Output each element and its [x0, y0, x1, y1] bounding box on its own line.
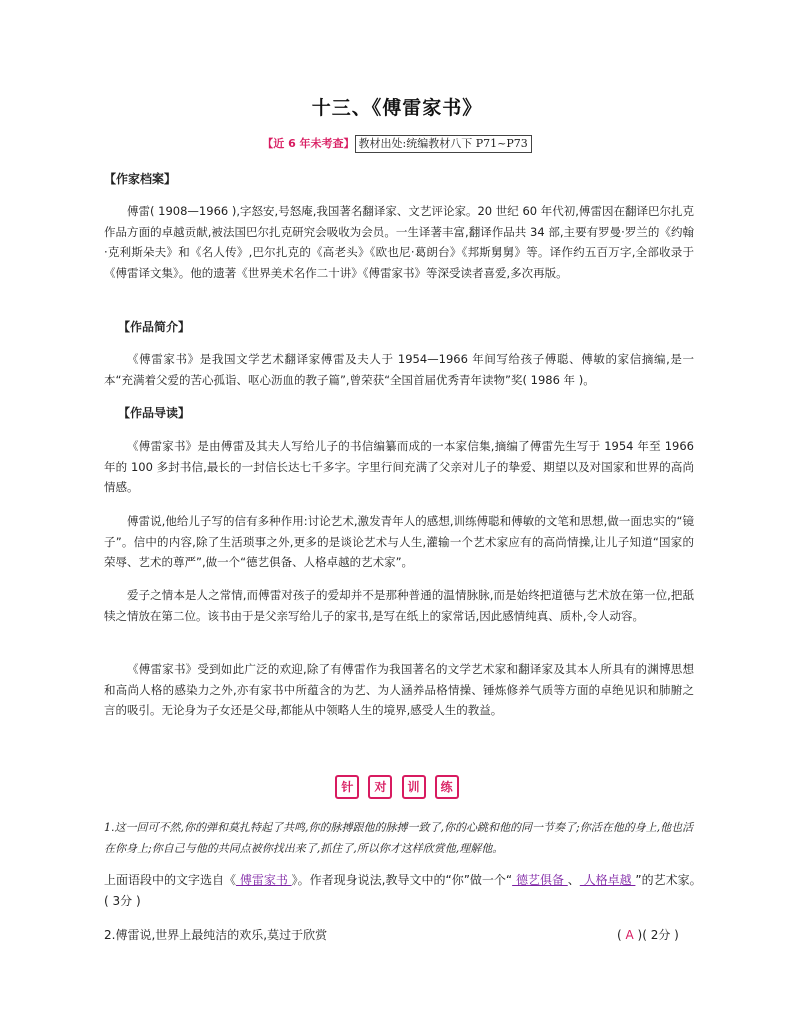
question-2-answer [617, 926, 679, 943]
exam-frequency-label: 【近 6 年未考查】 [262, 137, 355, 150]
intro-section-heading: 【作品简介】 [118, 320, 191, 334]
guide-paragraph-4: 《傅雷家书》受到如此广泛的欢迎,除了有傅雷作为我国著名的文学艺术家和翻译家及其本人所具有的渊博思想和高尚人格的感染力之外,亦有家书中所蕴含的为艺、为人涵养品格情操、锤炼修养气质等方面的卓绝见识和肺腑之言的吸引。无论身为子女还是父母,都能从中领略人生的境界,感受人生的教益。 [104, 662, 694, 717]
practice-badge [0, 775, 794, 799]
question-2-stem: 2.傅雷说,世界上最纯洁的欢乐,莫过于欣赏 [104, 928, 328, 942]
q1-prompt-sep: 、 [567, 873, 580, 887]
guide-section-heading: 【作品导读】 [118, 406, 191, 420]
meta-row [0, 135, 794, 153]
guide-paragraph-1: 《傅雷家书》是由傅雷及其夫人写给儿子的书信编纂而成的一本家信集,摘编了傅雷先生写于 1954 年至 1966 年的 100 多封书信,最长的一封信长达七千多字。字里行间充满了父亲对儿子的挚爱、期望以及对国家和世界的高尚情感。 [104, 439, 694, 494]
textbook-source-box: 教材出处:统编教材八下 P71~P73 [355, 135, 532, 153]
guide-paragraph-3: 爱子之情本是人之常情,而傅雷对孩子的爱却并不是那种普通的温情脉脉,而是始终把道德与艺术放在第一位,把舐犊之情放在第二位。该书由于是父亲写给儿子的家书,是写在纸上的家常话,因此感情纯真、质朴,令人动容。 [104, 588, 694, 623]
question-1-prompt [104, 870, 704, 912]
intro-paragraph: 《傅雷家书》是我国文学艺术翻译家傅雷及夫人于 1954—1966 年间写给孩子傅聪、傅敏的家信摘编,是一本“充满着父爱的苦心孤诣、呕心沥血的教子篇”,曾荣获“全国首届优秀青年读物”奖( 1986 年 )。 [104, 352, 694, 387]
q1-answer-book: 傅雷家书 [236, 873, 292, 887]
author-section-heading: 【作家档案】 [104, 172, 177, 186]
badge-char: 对 [368, 775, 392, 799]
q1-answer-character: 人格卓越 [579, 873, 636, 887]
guide-paragraph-2: 傅雷说,他给儿子写的信有多种作用:讨论艺术,激发青年人的感想,训练傅聪和傅敏的文笔和思想,做一面忠实的“镜子”。信中的内容,除了生活琐事之外,更多的是谈论艺术与人生,灌输一个艺术家应有的高尚情操,让儿子知道“国家的荣辱、艺术的尊严”,做一个“德艺俱备、人格卓越的艺术家”。 [104, 514, 694, 569]
q2-score-close: )( 2分 ) [633, 928, 679, 942]
page-title: 十三、《傅雷家书》 [311, 97, 483, 119]
question-1-stem: 1.这一回可不然,你的弹和莫扎特起了共鸣,你的脉搏跟他的脉搏一致了,你的心跳和他的同一节奏了;你活在他的身上,他也活在你身上;你自己与他的共同点被你找出来了,抓住了,所以你才这样欣赏他,理解他。 [104, 821, 694, 855]
badge-char: 训 [402, 775, 426, 799]
author-paragraph: 傅雷( 1908—1966 ),字怒安,号怒庵,我国著名翻译家、文艺评论家。20 世纪 60 年代初,傅雷因在翻译巴尔扎克作品方面的卓越贡献,被法国巴尔扎克研究会吸收为会员。一生译著丰富,翻译作品共 34 部,主要有罗曼·罗兰的《约翰·克利斯朵夫》和《名人传》,巴尔扎克的《高老头》《欧也尼·葛朗台》《邦斯舅舅》等。译作约五百万字,全部收录于《傅雷译文集》。他的遗著《世界美术名作二十讲》《傅雷家书》等深受读者喜爱,多次再版。 [104, 204, 694, 280]
badge-char: 针 [335, 775, 359, 799]
q1-answer-virtue: 德艺俱备 [512, 873, 568, 887]
badge-char: 练 [435, 775, 459, 799]
q2-score-open: ( [617, 928, 626, 942]
q1-prompt-mid: 》。作者现身说法,教导文中的“你”做一个“ [291, 873, 513, 887]
q2-answer-letter: A [625, 928, 634, 942]
q1-prompt-before: 上面语段中的文字选自《 [104, 873, 237, 887]
q1-prompt-after: ”的艺术家。( 3分 ) [104, 873, 702, 908]
